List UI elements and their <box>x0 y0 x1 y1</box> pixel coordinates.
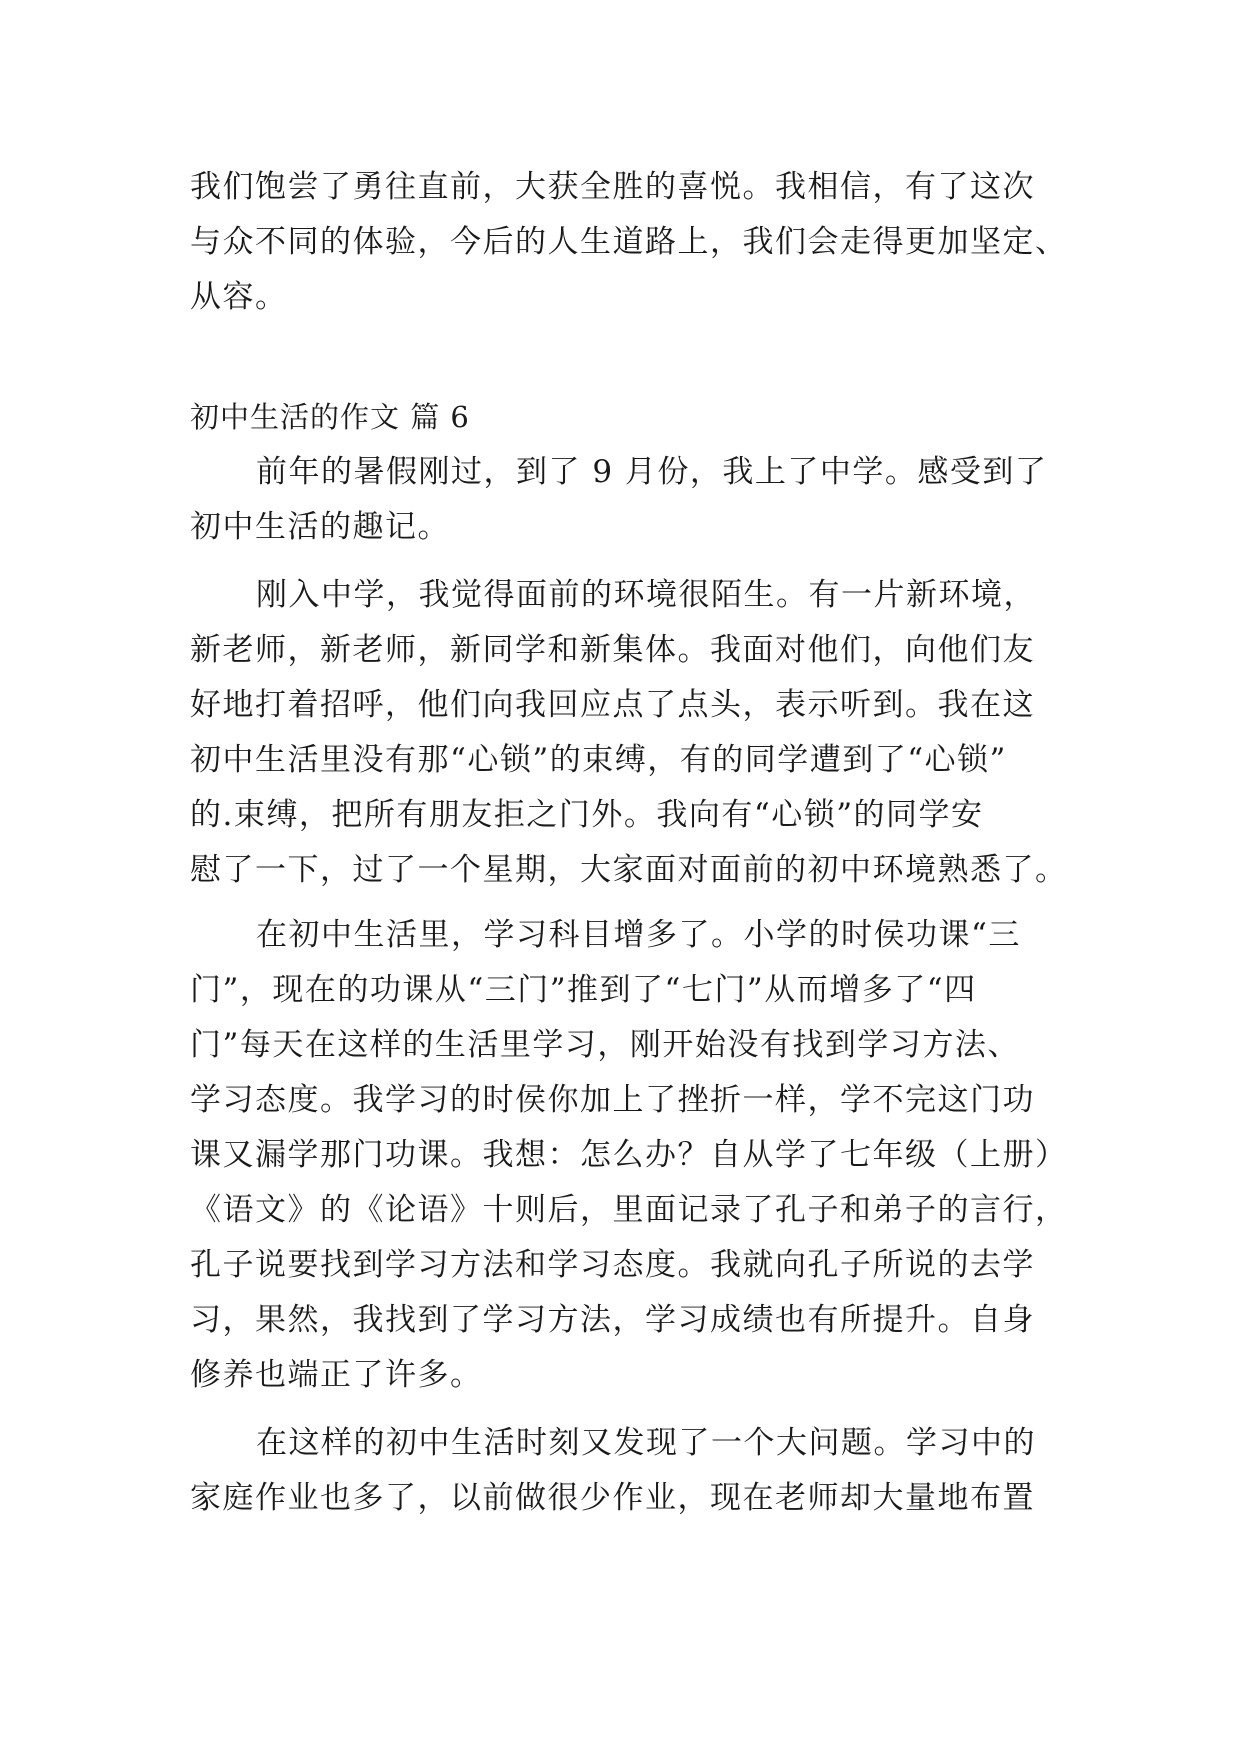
text-line: 课又漏学那门功课。我想：怎么办？自从学了七年级（上册） <box>190 1137 1068 1173</box>
text-line: 修养也端正了许多。 <box>190 1357 483 1393</box>
text-line: 门”每天在这样的生活里学习，刚开始没有找到学习方法、 <box>190 1027 1020 1063</box>
text-line: 在初中生活里，学习科目增多了。小学的时侯功课“三 <box>256 917 1021 953</box>
text-line: 与众不同的体验，今后的人生道路上，我们会走得更加坚定、 <box>190 224 1068 260</box>
text-line: 家庭作业也多了，以前做很少作业，现在老师却大量地布置 <box>190 1480 1035 1516</box>
text-line: 我们饱尝了勇往直前，大获全胜的喜悦。我相信，有了这次 <box>190 169 1035 205</box>
text-line: 初中生活的趣记。 <box>190 509 450 545</box>
section-title: 初中生活的作文 篇 6 <box>190 400 470 434</box>
text-line: 在这样的初中生活时刻又发现了一个大问题。学习中的 <box>256 1425 1036 1461</box>
text-line: 好地打着招呼，他们向我回应点了点头，表示听到。我在这 <box>190 687 1035 723</box>
text-line: 刚入中学，我觉得面前的环境很陌生。有一片新环境， <box>256 577 1036 613</box>
text-line: 孔子说要找到学习方法和学习态度。我就向孔子所说的去学 <box>190 1247 1035 1283</box>
text-line: 前年的暑假刚过，到了 9 月份，我上了中学。感受到了 <box>256 454 1048 490</box>
text-line: 慰了一下，过了一个星期，大家面对面前的初中环境熟悉了。 <box>190 852 1068 888</box>
text-line: 习，果然，我找到了学习方法，学习成绩也有所提升。自身 <box>190 1302 1035 1338</box>
text-line: 《语文》的《论语》十则后，里面记录了孔子和弟子的言行， <box>190 1192 1068 1228</box>
text-line: 初中生活里没有那“心锁”的束缚，有的同学遭到了“心锁” <box>190 742 1007 778</box>
text-line: 新老师，新老师，新同学和新集体。我面对他们，向他们友 <box>190 632 1035 668</box>
text-line: 的.束缚，把所有朋友拒之门外。我向有“心锁”的同学安 <box>190 797 984 833</box>
text-line: 学习态度。我学习的时侯你加上了挫折一样，学不完这门功 <box>190 1082 1035 1118</box>
text-line: 门”，现在的功课从“三门”推到了“七门”从而增多了“四 <box>190 972 977 1008</box>
text-line: 从容。 <box>190 279 288 315</box>
